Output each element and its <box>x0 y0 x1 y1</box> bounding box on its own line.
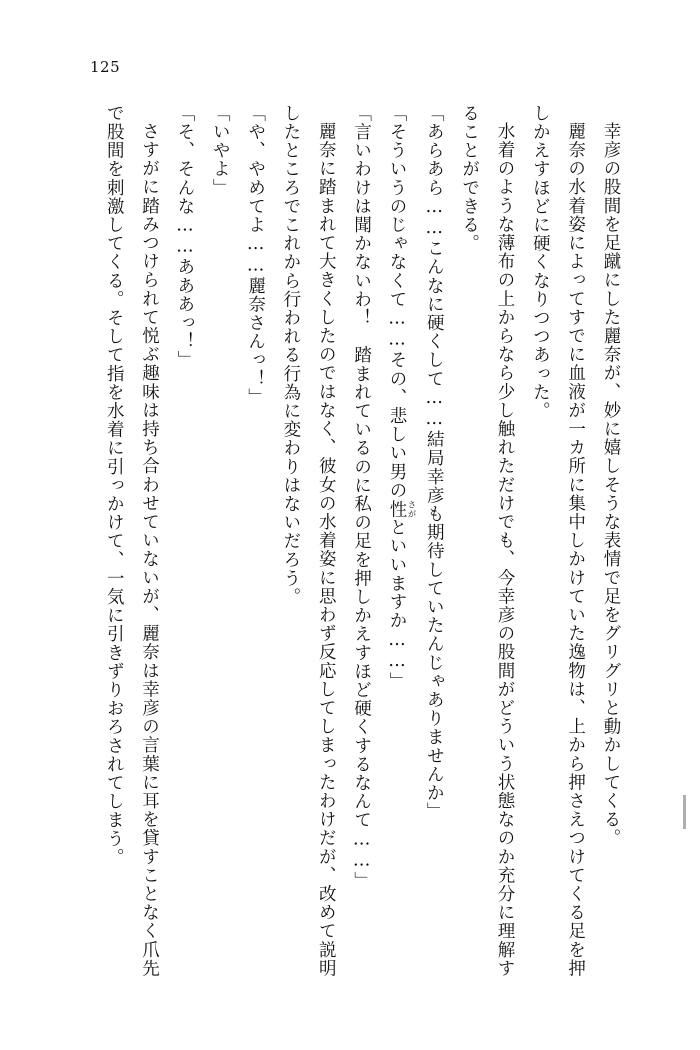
dialogue-line: 「そういうのじゃなくて……その、悲しい男の性 さがといいますか……」 <box>386 104 416 691</box>
paragraph: 幸彦の股間を足蹴にした麗奈が、妙に嬉しそうな表情で足をグリグリと動かしてくる。 <box>601 121 621 847</box>
dialogue-line: 「や、やめてよ……麗奈さんっ！」 <box>245 104 266 407</box>
ruby-annotation: 性 さが <box>386 499 416 519</box>
paragraph: 水着のような薄布の上からなら少し触れただけでも、今幸彦の股間がどういう状態なのか充分に理解することができる。 <box>459 104 515 978</box>
paragraph: 麗奈の水着姿によってすでに血液が一カ所に集中しかけていた逸物は、上から押さえつけてくる足を押しかえすほどに硬くなりつつあった。 <box>530 104 586 978</box>
paragraph: さすがに踏みつけられて悦ぶ趣味は持ち合わせていないが、麗奈は幸彦の言葉に耳を貸すことなく爪先で股間を刺激してくる。そして指を水着に引っかけて、一気に引きずりおろされてしまう。 <box>104 104 160 978</box>
paragraph: 麗奈に踏まれて大きくしたのではなく、彼女の水着姿に思わず反応してしまったわけだが、改めて説明したところでこれから行われる行為に変わりはないだろう。 <box>280 104 337 978</box>
page-edge-mark <box>683 795 686 829</box>
dialogue-line: 「言いわけは聞かないわ！ 踏まれているのに私の足を押しかえすほど硬くするなんて……」 <box>351 104 372 891</box>
dialogue-line: 「そ、そんな……あああっ！」 <box>174 104 195 370</box>
dialogue-line: 「あらあら……こんなに硬くして……結局幸彦も期待していたんじゃありませんか」 <box>424 104 445 821</box>
page-number: 125 <box>90 58 121 76</box>
dialogue-line: 「いやよ」 <box>210 104 231 197</box>
vertical-text-body <box>68 104 628 994</box>
